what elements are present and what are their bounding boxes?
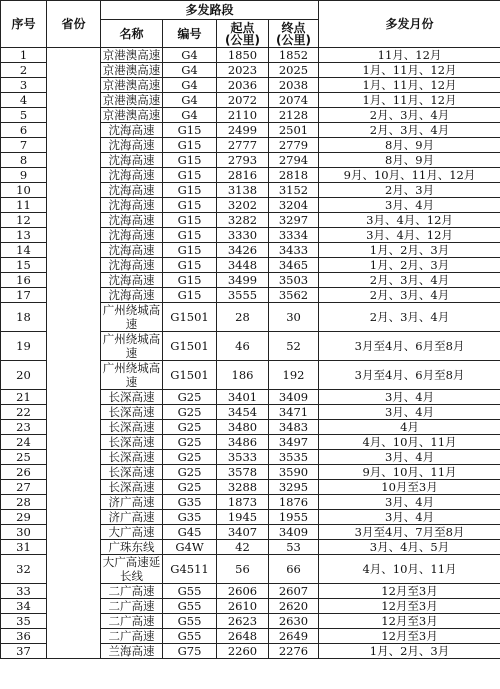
cell-start: 186 [217,361,269,390]
cell-name: 广州绕城高 速 [101,332,163,361]
cell-seq: 9 [1,168,47,183]
cell-code: G4W [163,540,217,555]
cell-code: G15 [163,243,217,258]
cell-seq: 19 [1,332,47,361]
cell-end: 2649 [269,629,319,644]
cell-name: 长深高速 [101,480,163,495]
cell-months: 9月、10月、11月 [319,465,500,480]
cell-end: 3535 [269,450,319,465]
cell-start: 2793 [217,153,269,168]
cell-end: 3152 [269,183,319,198]
cell-start: 2072 [217,93,269,108]
cell-code: G1501 [163,361,217,390]
col-header-code: 编号 [163,20,217,48]
cell-months: 8月、9月 [319,138,500,153]
cell-name: 京港澳高速 [101,78,163,93]
cell-seq: 28 [1,495,47,510]
cell-code: G55 [163,599,217,614]
cell-name: 兰海高速 [101,644,163,659]
cell-name: 沈海高速 [101,183,163,198]
cell-start: 56 [217,555,269,584]
cell-code: G15 [163,273,217,288]
cell-start: 3448 [217,258,269,273]
cell-province [47,48,101,659]
cell-start: 42 [217,540,269,555]
cell-months: 12月至3月 [319,584,500,599]
cell-months: 1月、11月、12月 [319,78,500,93]
cell-months: 10月至3月 [319,480,500,495]
cell-code: G15 [163,213,217,228]
cell-code: G1501 [163,303,217,332]
cell-end: 3590 [269,465,319,480]
cell-name: 广州绕城高 速 [101,303,163,332]
cell-start: 2777 [217,138,269,153]
cell-months: 12月至3月 [319,599,500,614]
cell-end: 2038 [269,78,319,93]
cell-seq: 33 [1,584,47,599]
cell-end: 2128 [269,108,319,123]
cell-end: 53 [269,540,319,555]
cell-code: G4511 [163,555,217,584]
cell-months: 1月、2月、3月 [319,243,500,258]
cell-end: 3497 [269,435,319,450]
cell-name: 广珠东线 [101,540,163,555]
col-header-name: 名称 [101,20,163,48]
cell-months: 3月至4月、6月至8月 [319,361,500,390]
cell-name: 京港澳高速 [101,63,163,78]
cell-code: G55 [163,629,217,644]
cell-seq: 29 [1,510,47,525]
cell-code: G4 [163,63,217,78]
cell-months: 3月、4月、12月 [319,213,500,228]
cell-code: G4 [163,108,217,123]
cell-start: 1850 [217,48,269,63]
cell-end: 2025 [269,63,319,78]
cell-seq: 18 [1,303,47,332]
cell-start: 2623 [217,614,269,629]
cell-end: 3562 [269,288,319,303]
cell-start: 3282 [217,213,269,228]
cell-name: 长深高速 [101,435,163,450]
cell-end: 3503 [269,273,319,288]
cell-end: 2630 [269,614,319,629]
cell-start: 3401 [217,390,269,405]
cell-seq: 16 [1,273,47,288]
cell-name: 长深高速 [101,405,163,420]
cell-seq: 34 [1,599,47,614]
cell-start: 2648 [217,629,269,644]
cell-start: 2023 [217,63,269,78]
cell-end: 1955 [269,510,319,525]
cell-name: 沈海高速 [101,123,163,138]
cell-code: G15 [163,153,217,168]
table-row [1,48,500,63]
cell-start: 3499 [217,273,269,288]
cell-months: 3月、4月 [319,450,500,465]
cell-start: 2499 [217,123,269,138]
cell-seq: 2 [1,63,47,78]
cell-seq: 25 [1,450,47,465]
cell-code: G15 [163,123,217,138]
cell-start: 3555 [217,288,269,303]
cell-months: 2月、3月、4月 [319,288,500,303]
cell-end: 3465 [269,258,319,273]
cell-seq: 13 [1,228,47,243]
cell-months: 3月、4月 [319,405,500,420]
cell-months: 12月至3月 [319,629,500,644]
cell-code: G15 [163,288,217,303]
cell-end: 3334 [269,228,319,243]
cell-start: 1945 [217,510,269,525]
cell-seq: 31 [1,540,47,555]
cell-start: 2260 [217,644,269,659]
cell-end: 2607 [269,584,319,599]
cell-name: 沈海高速 [101,138,163,153]
cell-name: 长深高速 [101,420,163,435]
cell-end: 2501 [269,123,319,138]
cell-start: 28 [217,303,269,332]
cell-start: 3202 [217,198,269,213]
cell-name: 京港澳高速 [101,108,163,123]
cell-start: 1873 [217,495,269,510]
cell-end: 66 [269,555,319,584]
cell-seq: 27 [1,480,47,495]
cell-months: 3月、4月 [319,198,500,213]
cell-months: 2月、3月、4月 [319,303,500,332]
cell-seq: 5 [1,108,47,123]
cell-name: 二广高速 [101,614,163,629]
cell-code: G35 [163,510,217,525]
cell-start: 2606 [217,584,269,599]
cell-end: 3409 [269,525,319,540]
cell-seq: 15 [1,258,47,273]
cell-end: 3409 [269,390,319,405]
table-body [1,48,500,659]
cell-end: 3483 [269,420,319,435]
cell-end: 3471 [269,405,319,420]
cell-start: 3407 [217,525,269,540]
cell-seq: 32 [1,555,47,584]
cell-seq: 6 [1,123,47,138]
cell-start: 2816 [217,168,269,183]
cell-code: G1501 [163,332,217,361]
col-header-province: 省份 [47,1,101,48]
cell-months: 3月、4月 [319,510,500,525]
cell-seq: 30 [1,525,47,540]
header-row-1 [1,1,500,20]
cell-code: G25 [163,420,217,435]
cell-code: G15 [163,258,217,273]
cell-name: 大广高速 [101,525,163,540]
cell-months: 8月、9月 [319,153,500,168]
cell-seq: 22 [1,405,47,420]
cell-start: 2610 [217,599,269,614]
cell-end: 3433 [269,243,319,258]
cell-name: 京港澳高速 [101,93,163,108]
cell-name: 长深高速 [101,450,163,465]
cell-end: 2620 [269,599,319,614]
cell-code: G15 [163,168,217,183]
cell-code: G15 [163,138,217,153]
cell-months: 1月、11月、12月 [319,93,500,108]
cell-months: 2月、3月、4月 [319,108,500,123]
cell-months: 3月、4月 [319,495,500,510]
cell-code: G75 [163,644,217,659]
cell-name: 长深高速 [101,465,163,480]
cell-code: G55 [163,614,217,629]
cell-seq: 23 [1,420,47,435]
cell-months: 3月、4月 [319,390,500,405]
cell-start: 3486 [217,435,269,450]
cell-seq: 7 [1,138,47,153]
cell-seq: 37 [1,644,47,659]
cell-seq: 3 [1,78,47,93]
cell-seq: 1 [1,48,47,63]
cell-end: 52 [269,332,319,361]
cell-name: 济广高速 [101,510,163,525]
col-header-section: 多发路段 [101,1,319,20]
cell-end: 3204 [269,198,319,213]
cell-start: 3578 [217,465,269,480]
cell-code: G25 [163,465,217,480]
cell-months: 1月、11月、12月 [319,63,500,78]
cell-end: 1876 [269,495,319,510]
cell-seq: 8 [1,153,47,168]
cell-start: 3426 [217,243,269,258]
cell-start: 46 [217,332,269,361]
cell-months: 4月 [319,420,500,435]
cell-code: G15 [163,183,217,198]
cell-name: 沈海高速 [101,228,163,243]
cell-code: G15 [163,228,217,243]
cell-end: 2779 [269,138,319,153]
cell-name: 沈海高速 [101,168,163,183]
cell-code: G25 [163,390,217,405]
cell-code: G25 [163,435,217,450]
cell-months: 12月至3月 [319,614,500,629]
cell-code: G4 [163,48,217,63]
cell-name: 沈海高速 [101,288,163,303]
cell-name: 大广高速延 长线 [101,555,163,584]
cell-months: 4月、10月、11月 [319,435,500,450]
cell-months: 9月、10月、11月、12月 [319,168,500,183]
cell-name: 沈海高速 [101,258,163,273]
cell-months: 11月、12月 [319,48,500,63]
cell-start: 3480 [217,420,269,435]
cell-months: 2月、3月 [319,183,500,198]
cell-start: 3454 [217,405,269,420]
col-header-end: 终点 (公里) [269,20,319,48]
cell-end: 2818 [269,168,319,183]
cell-seq: 11 [1,198,47,213]
cell-seq: 4 [1,93,47,108]
cell-name: 二广高速 [101,629,163,644]
cell-months: 4月、10月、11月 [319,555,500,584]
cell-name: 二广高速 [101,584,163,599]
cell-seq: 12 [1,213,47,228]
cell-months: 1月、2月、3月 [319,258,500,273]
cell-seq: 26 [1,465,47,480]
cell-name: 沈海高速 [101,198,163,213]
cell-name: 长深高速 [101,390,163,405]
cell-months: 3月、4月、12月 [319,228,500,243]
cell-months: 1月、2月、3月 [319,644,500,659]
cell-end: 2794 [269,153,319,168]
cell-seq: 35 [1,614,47,629]
cell-seq: 20 [1,361,47,390]
cell-months: 3月至4月、7月至8月 [319,525,500,540]
cell-name: 沈海高速 [101,273,163,288]
cell-name: 沈海高速 [101,243,163,258]
cell-months: 2月、3月、4月 [319,273,500,288]
cell-end: 2276 [269,644,319,659]
cell-name: 广州绕城高 速 [101,361,163,390]
cell-start: 2036 [217,78,269,93]
cell-start: 3138 [217,183,269,198]
cell-seq: 17 [1,288,47,303]
cell-seq: 14 [1,243,47,258]
col-header-seq: 序号 [1,1,47,48]
cell-seq: 10 [1,183,47,198]
cell-code: G4 [163,93,217,108]
cell-name: 二广高速 [101,599,163,614]
cell-end: 192 [269,361,319,390]
cell-months: 3月、4月、5月 [319,540,500,555]
cell-start: 3288 [217,480,269,495]
cell-code: G25 [163,405,217,420]
cell-start: 3330 [217,228,269,243]
cell-code: G55 [163,584,217,599]
cell-seq: 36 [1,629,47,644]
cell-months: 3月至4月、6月至8月 [319,332,500,361]
cell-name: 沈海高速 [101,213,163,228]
cell-code: G15 [163,198,217,213]
cell-start: 2110 [217,108,269,123]
cell-months: 2月、3月、4月 [319,123,500,138]
cell-code: G45 [163,525,217,540]
col-header-months: 多发月份 [319,1,500,48]
cell-end: 30 [269,303,319,332]
cell-code: G25 [163,450,217,465]
cell-end: 3295 [269,480,319,495]
cell-name: 沈海高速 [101,153,163,168]
cell-end: 2074 [269,93,319,108]
cell-name: 济广高速 [101,495,163,510]
col-header-start: 起点 (公里) [217,20,269,48]
cell-seq: 24 [1,435,47,450]
cell-code: G4 [163,78,217,93]
cell-end: 1852 [269,48,319,63]
cell-name: 京港澳高速 [101,48,163,63]
cell-code: G25 [163,480,217,495]
cell-end: 3297 [269,213,319,228]
cell-seq: 21 [1,390,47,405]
cell-code: G35 [163,495,217,510]
cell-start: 3533 [217,450,269,465]
